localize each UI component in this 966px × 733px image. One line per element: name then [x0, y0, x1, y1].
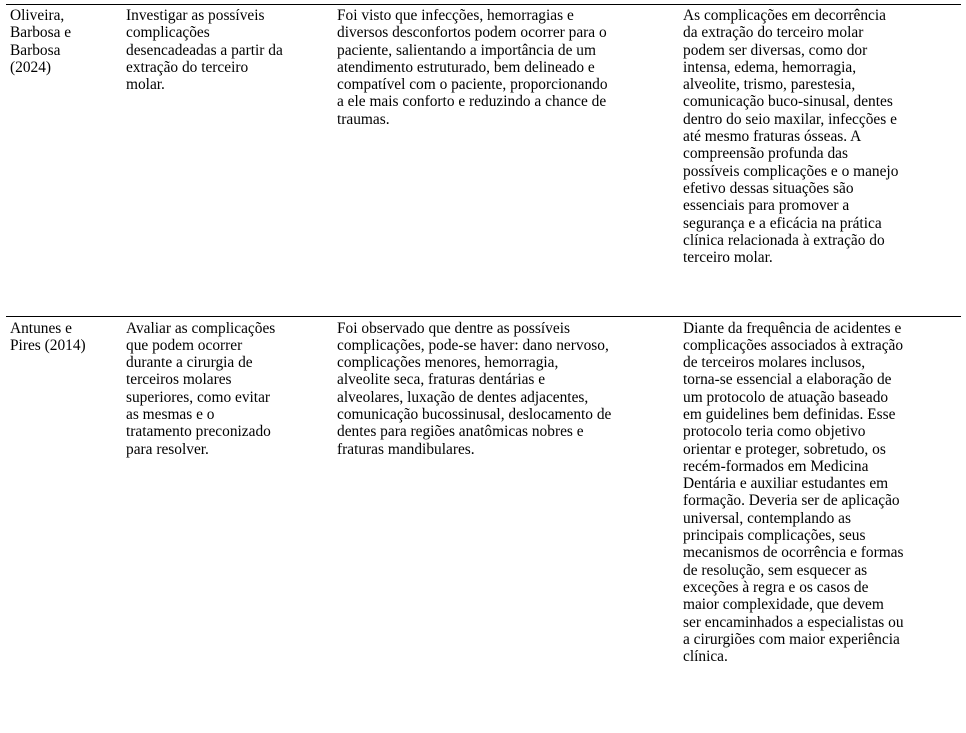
- conclusion-cell: [679, 4, 961, 316]
- results-text: Foi observado que dentre as possíveis complicações, pode-se haver: dano nervoso, complicações menores, hemorragia, alveolite seca, fraturas dentárias e alveolares, luxação de dentes adjacentes, comunicação bucossinusal, deslocamento de dentes para regiões anatômicas nobres e fraturas mandibulares.: [337, 319, 612, 458]
- objective-cell: [122, 4, 333, 316]
- author-text: Oliveira, Barbosa e Barbosa (2024): [10, 7, 72, 76]
- table-row: [6, 4, 961, 316]
- results-cell: [333, 4, 679, 316]
- objective-text: Avaliar as complicações que podem ocorrer durante a cirurgia de terceiros molares superiores, como evitar as mesmas e o tratamento preconizado para resolver.: [126, 319, 276, 458]
- literature-review-table: [6, 4, 961, 665]
- author-text: Antunes e Pires (2014): [10, 319, 86, 354]
- results-text: Foi visto que infecções, hemorragias e diversos desconfortos podem ocorrer para o paciente, salientando a importância de um atendimento estruturado, bem delineado e compatível com o paciente, proporcionando a ele mais conforto e reduzindo a chance de traumas.: [337, 7, 608, 128]
- table-row: [6, 316, 961, 665]
- conclusion-text: As complicações em decorrência da extração do terceiro molar podem ser diversas, como dor intensa, edema, hemorragia, alveolite, trismo, parestesia, comunicação buco-sinusal, dentes dentro do seio maxilar, infecções e até mesmo fraturas ósseas. A compreensão profunda das possíveis complicações e o manejo efetivo dessas situações são essenciais para promover a segurança e a eficácia na prática clínica relacionada à extração do terceiro molar.: [683, 7, 899, 267]
- author-cell: [6, 4, 122, 316]
- conclusion-cell: [679, 316, 961, 665]
- objective-text: Investigar as possíveis complicações desencadeadas a partir da extração do terceiro molar.: [126, 7, 283, 94]
- results-cell: [333, 316, 679, 665]
- document-page: [6, 0, 961, 733]
- objective-cell: [122, 316, 333, 665]
- conclusion-text: Diante da frequência de acidentes e complicações associados à extração de terceiros molares inclusos, torna-se essencial a elaboração de um protocolo de atuação baseado em guidelines bem definidas. Esse protocolo teria como objetivo orientar e proteger, sobretudo, os recém-formados em Medicina Dentária e auxiliar estudantes em formação. Deveria ser de aplicação universal, contemplando as principais complicações, seus mecanismos de ocorrência e formas de resolução, sem esquecer as exceções à regra e os casos de maior complexidade, que devem ser encaminhados a especialistas ou a cirurgiões com maior experiência clínica.: [683, 319, 904, 666]
- author-cell: [6, 316, 122, 665]
